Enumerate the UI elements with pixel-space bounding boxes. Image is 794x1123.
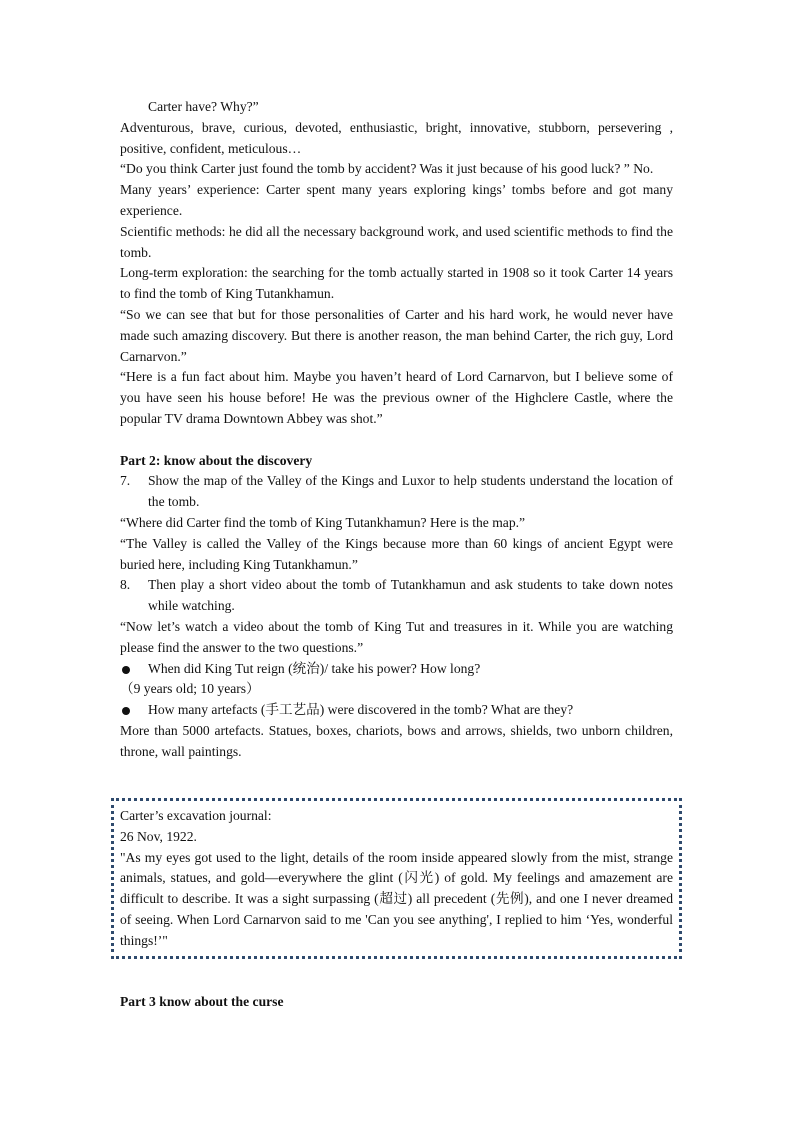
experience-reason: Many years’ experience: Carter spent many years exploring kings’ tombs before and got many experience. <box>120 182 673 218</box>
bullet-icon <box>120 659 148 680</box>
step-7 <box>120 471 673 513</box>
video-instruction: “Now let’s watch a video about the tomb of King Tut and treasures in it. While you are watching please find the answer to the two questions.” <box>120 618 673 655</box>
question-continuation: Carter have? Why?” <box>148 99 259 114</box>
bullet-question-2-text: How many artefacts (手工艺品) were discovered in the tomb? What are they? <box>148 702 574 718</box>
step-7-number: 7. <box>120 473 131 489</box>
step-8 <box>120 575 673 617</box>
part3-heading: Part 3 know about the curse <box>120 994 284 1009</box>
bullet-question-2 <box>120 700 673 721</box>
bullet-question-1 <box>120 659 673 680</box>
bullet-icon <box>120 700 148 721</box>
part2-heading: Part 2: know about the discovery <box>120 452 313 468</box>
journal-title: Carter’s excavation journal: <box>120 808 272 823</box>
journal-box <box>120 806 673 952</box>
journal-text: "As my eyes got used to the light, details of the room inside appeared slowly from the mist, strange animals, statues, and gold—everywhere the glint (闪光) of gold. My feelings and amazement are difficult to describe. It was a sight surpassing (超过) all precedent (先例), and one I never dreamed of seeing. When Lord Carnarvon said to me 'Can you see anything', I replied to him ‘Yes, wonderful things!’" <box>120 849 673 948</box>
spacer <box>120 430 673 451</box>
carnarvon-intro: “So we can see that but for those personalities of Carter and his hard work, he would never have made such amazing discovery. But there is another reason, the man behind Carter, the rich guy, Lord Carnarvon.” <box>120 306 673 364</box>
valley-explanation: “The Valley is called the Valley of the Kings because more than 60 kings of ancient Egypt were buried here, including King Tutankhamun.” <box>120 535 673 572</box>
step-8-number: 8. <box>120 577 131 593</box>
scientific-methods-reason: Scientific methods: he did all the necessary background work, and used scientific methods to find the tomb. <box>120 223 673 260</box>
journal-date: 26 Nov, 1922. <box>120 828 197 844</box>
fun-fact: “Here is a fun fact about him. Maybe you haven’t heard of Lord Carnarvon, but I believe some of you have seen his house before! He was the previous owner of the Highclere Castle, where the popular TV drama Downtown Abbey was shot.” <box>120 369 673 426</box>
answer-1: （9 years old; 10 years） <box>120 681 260 697</box>
map-question: “Where did Carter find the tomb of King Tutankhamun? Here is the map.” <box>120 514 526 530</box>
answer-2: More than 5000 artefacts. Statues, boxes, chariots, bows and arrows, shields, two unborn children, throne, wall paintings. <box>120 722 673 759</box>
adjective-list: Adventurous, brave, curious, devoted, enthusiastic, bright, innovative, stubborn, persevering , positive, confident, meticulous… <box>120 119 673 156</box>
step-7-text: Show the map of the Valley of the Kings and Luxor to help students understand the location of the tomb. <box>148 473 673 510</box>
accident-question: “Do you think Carter just found the tomb by accident? Was it just because of his good luck? ” No. <box>120 161 654 177</box>
bullet-question-1-text: When did King Tut reign (统治)/ take his power? How long? <box>148 660 481 676</box>
step-8-text: Then play a short video about the tomb of Tutankhamun and ask students to take down notes while watching. <box>148 577 673 614</box>
main-content <box>120 97 673 763</box>
long-term-exploration-reason: Long-term exploration: the searching for the tomb actually started in 1908 so it took Carter 14 years to find the tomb of King Tutankhamun. <box>120 265 673 302</box>
